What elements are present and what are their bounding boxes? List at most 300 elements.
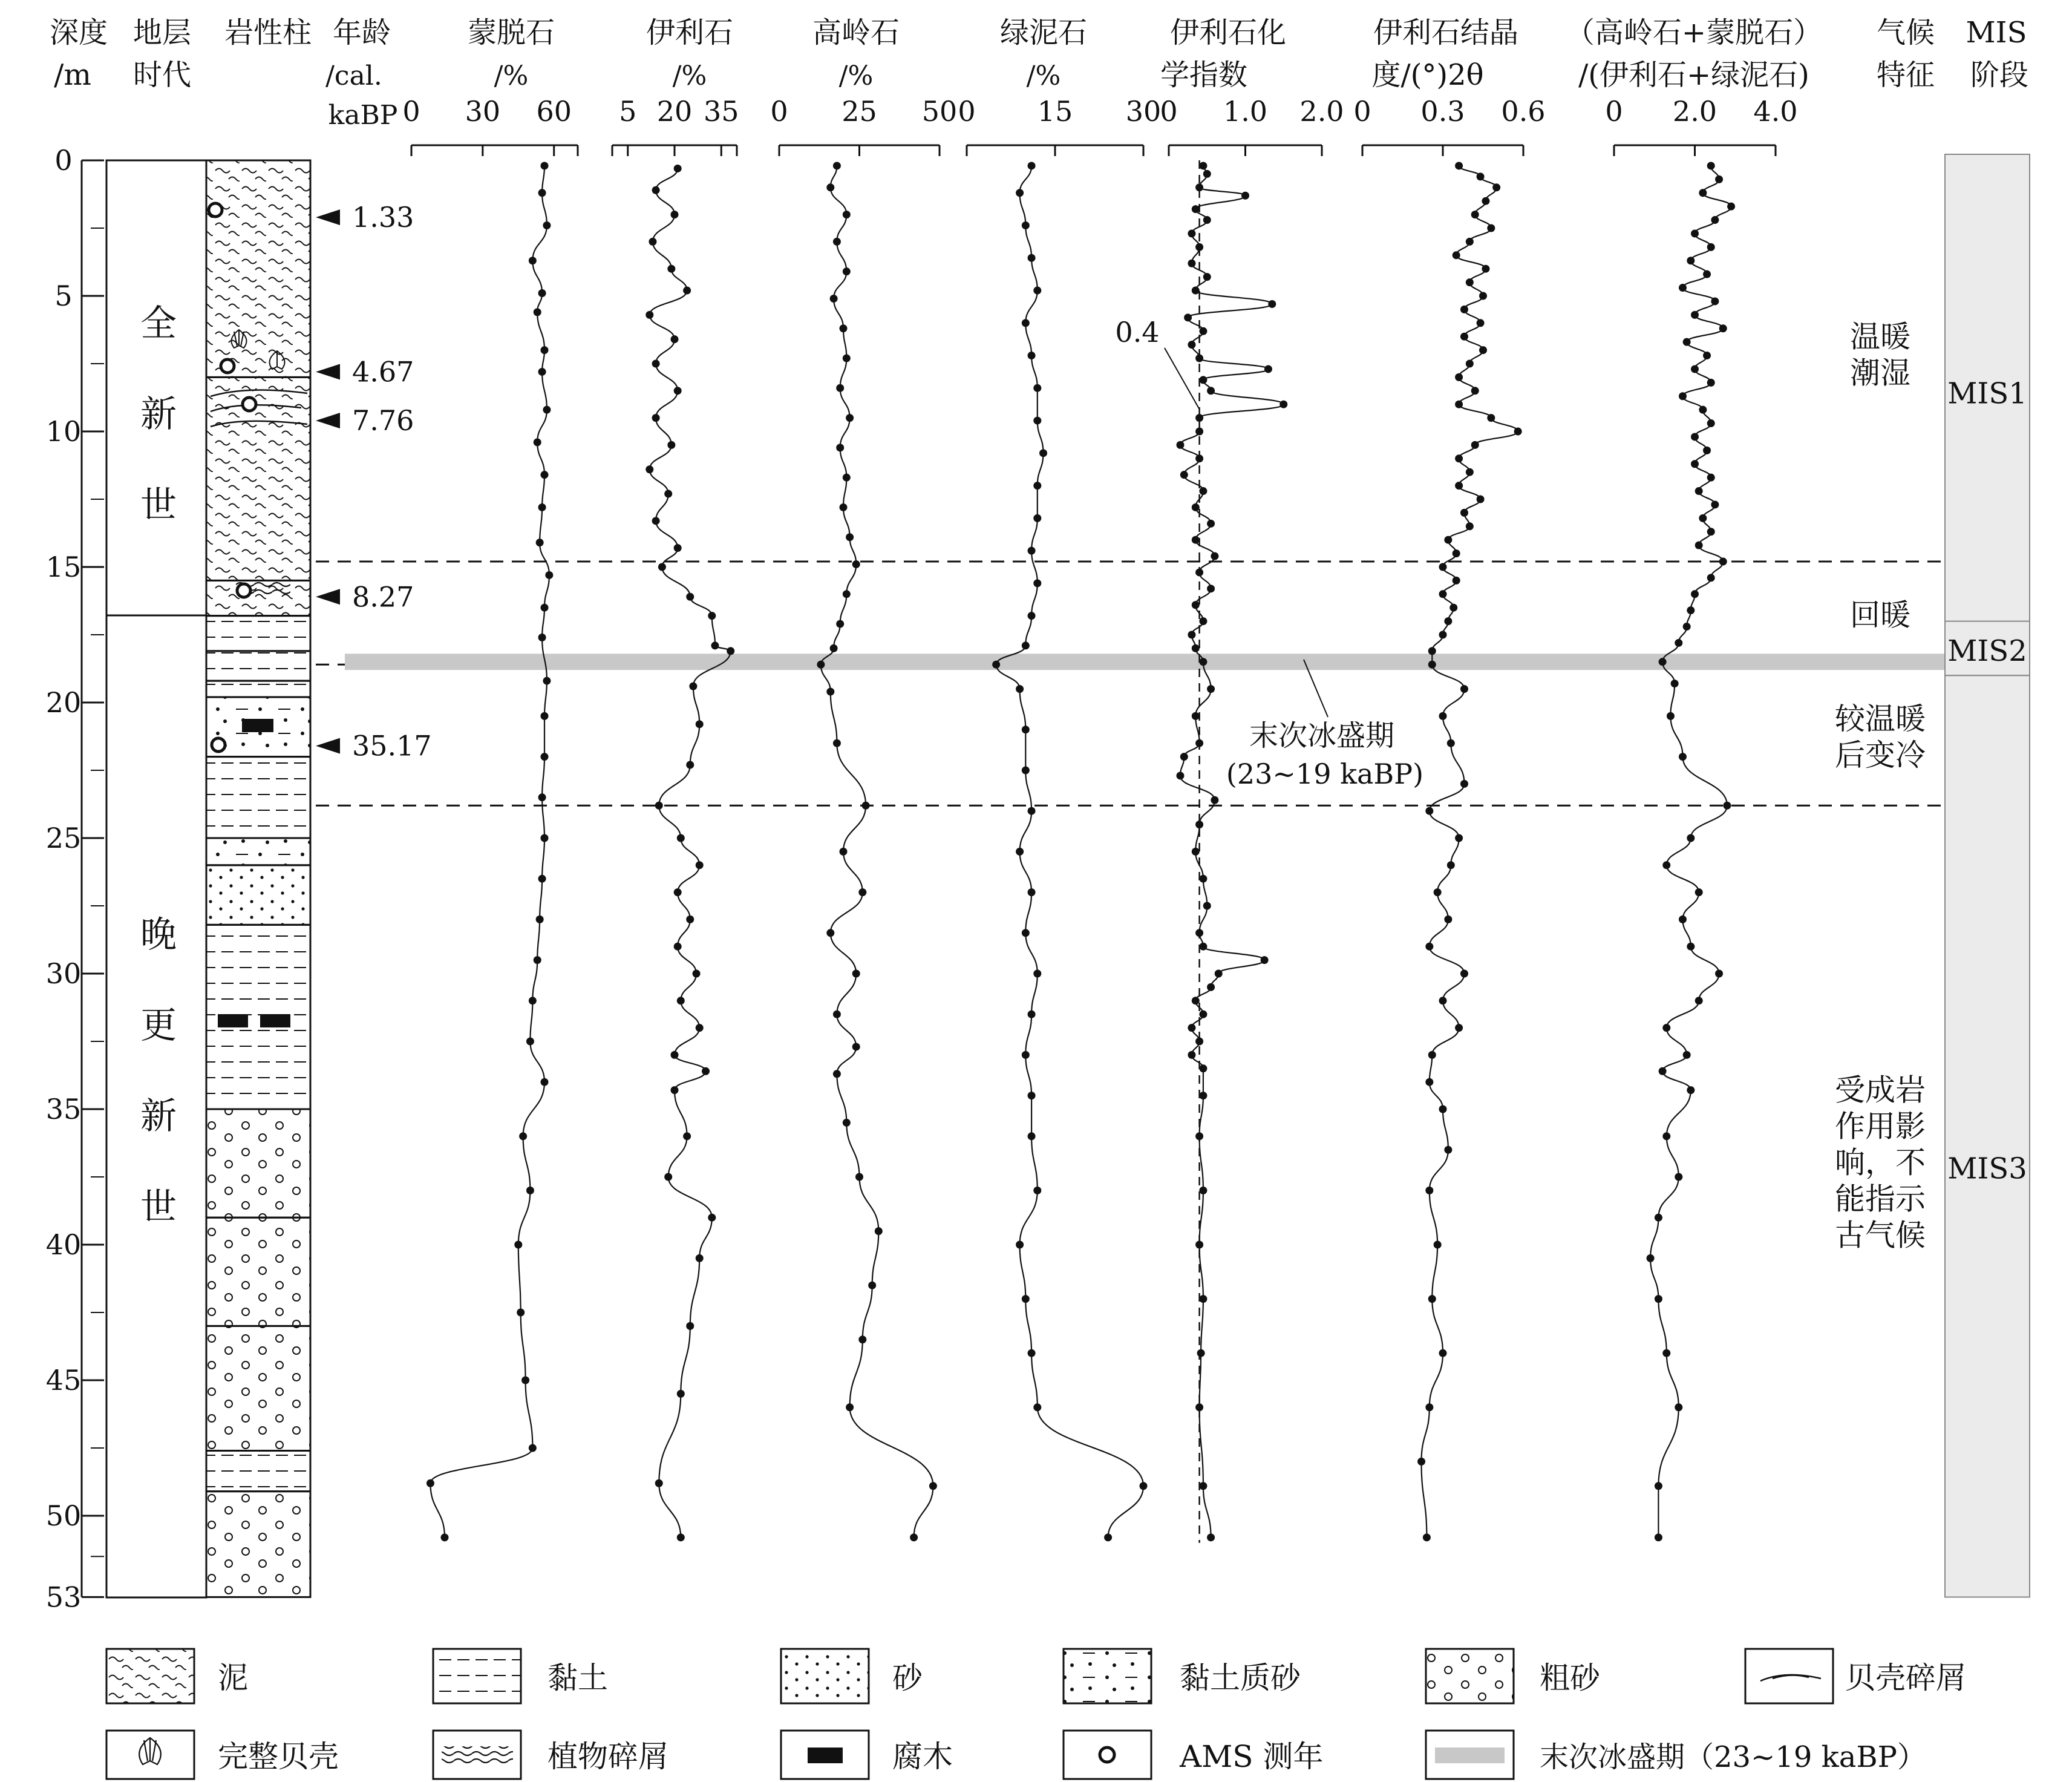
data-point bbox=[686, 916, 694, 923]
data-point bbox=[1192, 644, 1200, 652]
data-point bbox=[1447, 861, 1455, 869]
lithology-layer-clay bbox=[206, 616, 310, 651]
series-axis-tick-label: 60 bbox=[536, 95, 572, 128]
data-point bbox=[541, 834, 549, 842]
data-point bbox=[1033, 482, 1041, 490]
data-point bbox=[1455, 482, 1463, 490]
data-point bbox=[671, 211, 679, 218]
data-point bbox=[671, 335, 679, 343]
data-point bbox=[1699, 189, 1707, 197]
data-point bbox=[836, 384, 844, 392]
data-point bbox=[1715, 175, 1723, 183]
series-axis-tick-label: 0 bbox=[770, 95, 788, 128]
data-point bbox=[1434, 888, 1442, 896]
climate-label: 潮湿 bbox=[1850, 355, 1910, 391]
data-point bbox=[1477, 496, 1485, 503]
legend-label-shell-fragments: 贝壳碎屑 bbox=[1845, 1660, 1966, 1695]
data-point bbox=[1207, 983, 1215, 991]
data-point bbox=[1199, 1295, 1207, 1303]
data-point bbox=[652, 186, 660, 194]
data-point bbox=[833, 238, 841, 246]
data-point bbox=[875, 1227, 883, 1235]
data-point bbox=[1466, 360, 1474, 368]
data-point bbox=[541, 604, 549, 612]
data-point bbox=[677, 1390, 685, 1398]
data-point bbox=[538, 875, 546, 883]
series-axis-tick-label: 0 bbox=[958, 95, 976, 128]
data-point bbox=[1691, 229, 1699, 237]
legend-label-rotten-wood: 腐木 bbox=[892, 1739, 953, 1774]
data-point bbox=[1180, 471, 1188, 479]
data-point bbox=[1104, 1533, 1112, 1541]
data-point bbox=[543, 677, 551, 685]
data-point bbox=[727, 647, 734, 655]
data-point bbox=[992, 661, 1000, 669]
data-point bbox=[652, 360, 660, 368]
data-point bbox=[843, 355, 851, 362]
illite-chemical-index-header-line2: 学指数 bbox=[1160, 58, 1248, 92]
age-header-line2: /cal. bbox=[325, 61, 382, 91]
data-point bbox=[1679, 753, 1687, 761]
data-point bbox=[840, 324, 848, 332]
data-point bbox=[541, 1078, 549, 1086]
depth-tick-label: 50 bbox=[45, 1499, 82, 1532]
data-point bbox=[1460, 970, 1468, 978]
data-point bbox=[1028, 1092, 1036, 1099]
ams-dating-marker bbox=[209, 203, 222, 217]
data-point bbox=[843, 267, 851, 275]
data-point bbox=[1028, 547, 1036, 555]
lithology-layer-clay bbox=[206, 757, 310, 838]
data-point bbox=[674, 888, 682, 896]
data-point bbox=[1033, 287, 1041, 295]
data-point bbox=[1022, 641, 1030, 649]
climate-label: 受成岩 bbox=[1835, 1072, 1926, 1108]
data-point bbox=[1192, 287, 1200, 295]
data-point bbox=[708, 1214, 716, 1222]
legend-item-plant-debris bbox=[433, 1731, 668, 1779]
age-label: 35.17 bbox=[352, 729, 432, 762]
data-point bbox=[1479, 292, 1487, 300]
data-point bbox=[1199, 1064, 1207, 1072]
data-point bbox=[1039, 449, 1047, 457]
series-track bbox=[958, 95, 1161, 1541]
data-point bbox=[545, 571, 553, 579]
mis-label: MIS2 bbox=[1947, 634, 2027, 668]
data-point bbox=[1466, 278, 1474, 286]
ams-dating-marker bbox=[237, 584, 250, 597]
data-point bbox=[1439, 997, 1447, 1004]
data-point bbox=[1479, 346, 1487, 354]
climate-column bbox=[1835, 319, 1926, 1253]
data-point bbox=[1466, 522, 1474, 530]
data-point bbox=[1707, 162, 1715, 169]
data-point bbox=[1033, 1187, 1041, 1194]
data-point bbox=[538, 503, 546, 511]
data-point bbox=[1188, 1051, 1195, 1059]
depth-tick-label: 25 bbox=[45, 822, 82, 854]
data-point bbox=[1192, 205, 1200, 213]
late-pleistocene-char-4: 世 bbox=[140, 1186, 177, 1228]
data-point bbox=[1444, 536, 1452, 544]
lgm-band-layer bbox=[345, 654, 1945, 670]
data-point bbox=[1439, 563, 1447, 571]
data-point bbox=[858, 1335, 866, 1343]
data-point bbox=[1471, 211, 1479, 218]
data-point bbox=[1687, 1086, 1695, 1094]
depth-header-line1: 深度 bbox=[49, 16, 108, 50]
data-point bbox=[519, 1132, 527, 1140]
data-point bbox=[1715, 970, 1723, 978]
data-point bbox=[696, 861, 704, 869]
lithology-layer-clay bbox=[206, 681, 310, 697]
data-point bbox=[1428, 661, 1436, 669]
data-point bbox=[1428, 1051, 1436, 1059]
data-point bbox=[830, 295, 838, 303]
data-point bbox=[1425, 1403, 1433, 1411]
data-point bbox=[1492, 183, 1500, 191]
rotten-wood-symbol bbox=[218, 1014, 248, 1027]
series-axis-tick-label: 2.0 bbox=[1672, 95, 1717, 128]
data-point bbox=[696, 720, 704, 728]
reference-value-label: 0.4 bbox=[1115, 316, 1160, 349]
depth-tick-label: 10 bbox=[45, 415, 82, 448]
age-marker-arrow bbox=[316, 738, 340, 754]
mis-label: MIS1 bbox=[1947, 376, 2027, 411]
data-point bbox=[1203, 902, 1211, 910]
climate-label: 较温暖 bbox=[1835, 701, 1926, 737]
data-point bbox=[1192, 997, 1200, 1004]
data-point bbox=[1659, 658, 1667, 666]
data-point bbox=[1707, 419, 1715, 427]
data-point bbox=[1703, 270, 1711, 278]
climate-label: 后变冷 bbox=[1835, 738, 1926, 773]
data-point bbox=[1199, 1187, 1207, 1194]
data-point bbox=[538, 634, 546, 641]
late-pleistocene-char-1: 晚 bbox=[140, 914, 177, 956]
data-point bbox=[1699, 406, 1707, 414]
data-point bbox=[1695, 997, 1703, 1004]
data-point bbox=[1215, 970, 1223, 978]
lithology-layer-sand bbox=[206, 865, 310, 925]
ams-dating-icon bbox=[1100, 1748, 1114, 1762]
data-point bbox=[1466, 468, 1474, 476]
data-point bbox=[1207, 520, 1215, 528]
data-point bbox=[686, 1322, 694, 1330]
data-point bbox=[671, 1086, 679, 1094]
legend-item-shell-fragments bbox=[1745, 1649, 1966, 1703]
data-point bbox=[677, 997, 685, 1004]
data-point bbox=[677, 1533, 685, 1541]
data-point bbox=[1691, 590, 1699, 598]
data-point bbox=[1439, 1349, 1447, 1357]
data-point bbox=[1687, 257, 1695, 264]
data-point bbox=[1719, 558, 1727, 566]
data-point bbox=[846, 414, 854, 422]
data-point bbox=[674, 387, 682, 395]
legend-label-clayey-sand: 黏土质砂 bbox=[1180, 1660, 1301, 1695]
data-point bbox=[1455, 834, 1463, 842]
age-label: 1.33 bbox=[352, 201, 414, 234]
data-point bbox=[1199, 875, 1207, 883]
data-point bbox=[1444, 1146, 1452, 1154]
data-point bbox=[1195, 183, 1203, 191]
data-point bbox=[840, 503, 848, 511]
lithology-layer-clay bbox=[206, 651, 310, 681]
data-point bbox=[1659, 1067, 1667, 1075]
data-point bbox=[667, 265, 675, 273]
lgm-label-line2: (23~19 kaBP) bbox=[1226, 758, 1424, 790]
age-marker-arrow bbox=[316, 413, 340, 428]
data-point bbox=[689, 683, 697, 690]
data-point bbox=[1655, 1533, 1662, 1541]
data-point bbox=[1195, 1038, 1203, 1046]
illite-header: 伊利石 bbox=[645, 16, 734, 50]
data-point bbox=[649, 238, 656, 246]
depth-tick-label: 40 bbox=[45, 1228, 82, 1261]
data-point bbox=[1199, 1011, 1207, 1018]
data-point bbox=[1477, 172, 1485, 180]
montmorillonite-header: 蒙脱石 bbox=[467, 16, 555, 50]
data-point bbox=[855, 1173, 863, 1181]
data-point bbox=[1707, 379, 1715, 387]
data-point bbox=[1199, 1482, 1207, 1490]
data-point bbox=[686, 761, 694, 769]
series-track bbox=[1353, 95, 1545, 1541]
illite-chemical-index-header-line1: 伊利石化 bbox=[1169, 16, 1287, 50]
data-point bbox=[1425, 807, 1433, 815]
data-point bbox=[1662, 1024, 1670, 1032]
data-point bbox=[833, 1070, 841, 1078]
data-point bbox=[1703, 352, 1711, 359]
depth-tick-label: 5 bbox=[54, 280, 73, 312]
data-point bbox=[1707, 574, 1715, 581]
data-point bbox=[514, 1241, 522, 1249]
late-pleistocene-char-2: 更 bbox=[140, 1004, 177, 1047]
data-point bbox=[1192, 536, 1200, 544]
data-point bbox=[1199, 376, 1207, 384]
ams-dating-marker bbox=[212, 738, 225, 752]
data-point bbox=[910, 1533, 918, 1541]
data-point bbox=[536, 916, 544, 923]
data-point bbox=[1195, 243, 1203, 251]
data-point bbox=[1460, 306, 1468, 313]
legend-item-complete-shell bbox=[106, 1731, 339, 1779]
data-point bbox=[1671, 680, 1679, 687]
data-point bbox=[1192, 503, 1200, 511]
series-curve bbox=[1650, 166, 1731, 1538]
ratio-header-line1: （高岭石+蒙脱石） bbox=[1565, 16, 1823, 50]
data-point bbox=[1655, 1295, 1662, 1303]
series-curve bbox=[650, 168, 731, 1537]
data-point bbox=[1662, 861, 1670, 869]
data-point bbox=[1460, 333, 1468, 341]
ratio-header-line2: /(伊利石+绿泥石) bbox=[1578, 58, 1809, 92]
lithology-layer-coarse-sand bbox=[206, 1492, 310, 1597]
data-point bbox=[1423, 1533, 1431, 1541]
data-point bbox=[702, 1067, 710, 1075]
data-point bbox=[529, 997, 537, 1004]
data-point bbox=[1192, 601, 1200, 609]
age-marker-arrow bbox=[316, 589, 340, 604]
data-point bbox=[652, 414, 660, 422]
climate-label: 温暖 bbox=[1850, 319, 1910, 355]
ams-dating-marker bbox=[243, 398, 256, 411]
data-point bbox=[683, 1132, 691, 1140]
data-point bbox=[1195, 568, 1203, 576]
data-point bbox=[529, 257, 537, 264]
depth-axis bbox=[46, 144, 104, 1613]
data-point bbox=[664, 1173, 672, 1181]
data-point bbox=[1180, 753, 1188, 761]
data-point bbox=[526, 1187, 534, 1194]
series-track bbox=[770, 95, 957, 1541]
legend-label-mud: 泥 bbox=[218, 1660, 248, 1695]
data-point bbox=[826, 183, 834, 191]
series-track bbox=[612, 95, 739, 1541]
data-point bbox=[1675, 1403, 1682, 1411]
data-point bbox=[1477, 319, 1485, 327]
data-point bbox=[677, 834, 685, 842]
age-labels bbox=[316, 201, 432, 762]
data-point bbox=[1028, 1132, 1036, 1140]
data-point bbox=[711, 641, 719, 649]
data-point bbox=[441, 1533, 449, 1541]
kaolinite-header: 高岭石 bbox=[812, 16, 900, 50]
data-point bbox=[1482, 265, 1489, 273]
late-pleistocene-char-3: 新 bbox=[140, 1095, 177, 1138]
data-point bbox=[1460, 509, 1468, 517]
depth-tick-label: 45 bbox=[45, 1364, 82, 1397]
data-point bbox=[1699, 514, 1707, 522]
lithology-layer-coarse-sand bbox=[206, 1217, 310, 1326]
data-point bbox=[1022, 319, 1030, 327]
data-point bbox=[1028, 254, 1036, 262]
data-point bbox=[1195, 929, 1203, 937]
lgm-band bbox=[345, 654, 1945, 670]
series-curve bbox=[430, 166, 549, 1538]
depth-tick-label: 35 bbox=[45, 1093, 82, 1125]
lithology-layer-coarse-sand bbox=[206, 1109, 310, 1217]
data-point bbox=[1466, 238, 1474, 246]
age-label: 7.76 bbox=[352, 404, 414, 437]
data-point bbox=[846, 1403, 854, 1411]
mis-column-frame bbox=[1945, 154, 2030, 1597]
data-point bbox=[1022, 767, 1030, 775]
age-label: 8.27 bbox=[352, 580, 414, 614]
lithology-layer-clay bbox=[206, 1450, 310, 1491]
data-point bbox=[1662, 1132, 1670, 1140]
horizontal-dashed-lines bbox=[316, 562, 1945, 805]
data-point bbox=[1444, 617, 1452, 625]
kaolinite-unit: /% bbox=[838, 61, 874, 91]
legend-label-coarse-sand: 粗砂 bbox=[1540, 1660, 1600, 1695]
data-point bbox=[1691, 460, 1699, 468]
data-point bbox=[843, 1119, 851, 1127]
data-point bbox=[1417, 1458, 1425, 1466]
series-axis-tick-label: 20 bbox=[656, 95, 693, 128]
data-point bbox=[1434, 1241, 1442, 1249]
data-point bbox=[517, 1309, 525, 1317]
data-point bbox=[1033, 384, 1041, 392]
lithology-layer-clayey-sand bbox=[206, 838, 310, 865]
depth-tick-label: 53 bbox=[45, 1581, 82, 1614]
data-point bbox=[1197, 1349, 1205, 1357]
data-point bbox=[868, 1282, 876, 1289]
data-point bbox=[1447, 739, 1455, 747]
series-axis-tick-label: 0 bbox=[1605, 95, 1623, 128]
data-point bbox=[1192, 848, 1200, 856]
series-axis-tick-label: 1.0 bbox=[1223, 95, 1268, 128]
data-point bbox=[1188, 229, 1195, 237]
data-point bbox=[1199, 1092, 1207, 1099]
reference-value-leader bbox=[1165, 348, 1200, 410]
data-point bbox=[1176, 441, 1184, 449]
rotten-wood-icon bbox=[808, 1748, 843, 1763]
data-point bbox=[843, 211, 851, 218]
data-point bbox=[1016, 848, 1024, 856]
shell-fragment-icon bbox=[1760, 1675, 1821, 1681]
data-point bbox=[1016, 685, 1024, 693]
data-point bbox=[1455, 454, 1463, 462]
data-point bbox=[1428, 1295, 1436, 1303]
series-axis-tick-label: 0.3 bbox=[1420, 95, 1465, 128]
series-axis-tick-label: 35 bbox=[703, 95, 739, 128]
data-point bbox=[1195, 1132, 1203, 1140]
legend-item-lgm bbox=[1426, 1731, 1926, 1779]
curve-tracks bbox=[402, 95, 1797, 1543]
data-point bbox=[826, 929, 834, 937]
legend-item-rotten-wood bbox=[781, 1731, 953, 1779]
climate-label: 作用影 bbox=[1835, 1109, 1926, 1144]
legend-swatch-coarse-sand bbox=[1426, 1649, 1514, 1703]
data-point bbox=[833, 1011, 841, 1018]
data-point bbox=[1188, 260, 1195, 267]
data-point bbox=[843, 474, 851, 482]
data-point bbox=[1687, 834, 1695, 842]
mis-label: MIS3 bbox=[1947, 1151, 2027, 1186]
legend-label-clay: 黏土 bbox=[547, 1660, 608, 1695]
data-point bbox=[1453, 577, 1460, 585]
data-point bbox=[1460, 685, 1468, 693]
legend-swatch-shell-fragments bbox=[1745, 1649, 1833, 1703]
data-point bbox=[696, 1254, 704, 1262]
depth-tick-label: 20 bbox=[45, 686, 82, 719]
data-point bbox=[1439, 590, 1447, 598]
data-point bbox=[541, 346, 549, 354]
series-axis-tick-label: 0 bbox=[402, 95, 420, 128]
data-point bbox=[1199, 658, 1207, 666]
data-point bbox=[1691, 365, 1699, 373]
data-point bbox=[1425, 1187, 1433, 1194]
legend-item-clay bbox=[433, 1649, 608, 1703]
montmorillonite-unit: /% bbox=[494, 61, 529, 91]
data-point bbox=[658, 563, 666, 571]
data-point bbox=[1192, 712, 1200, 720]
climate-label: 响，不 bbox=[1835, 1145, 1926, 1181]
data-point bbox=[652, 517, 660, 525]
data-point bbox=[1679, 916, 1687, 923]
data-point bbox=[1188, 341, 1195, 349]
series-axis-tick-label: 0 bbox=[1160, 95, 1178, 128]
age-header-line3: kaBP bbox=[328, 100, 398, 131]
data-point bbox=[1033, 1403, 1041, 1411]
mis-header-line1: MIS bbox=[1966, 16, 2027, 50]
climate-label: 回暖 bbox=[1850, 597, 1910, 633]
age-header-line1: 年龄 bbox=[332, 16, 391, 50]
strata-header-line1: 地层 bbox=[132, 16, 192, 50]
data-point bbox=[1703, 447, 1711, 454]
